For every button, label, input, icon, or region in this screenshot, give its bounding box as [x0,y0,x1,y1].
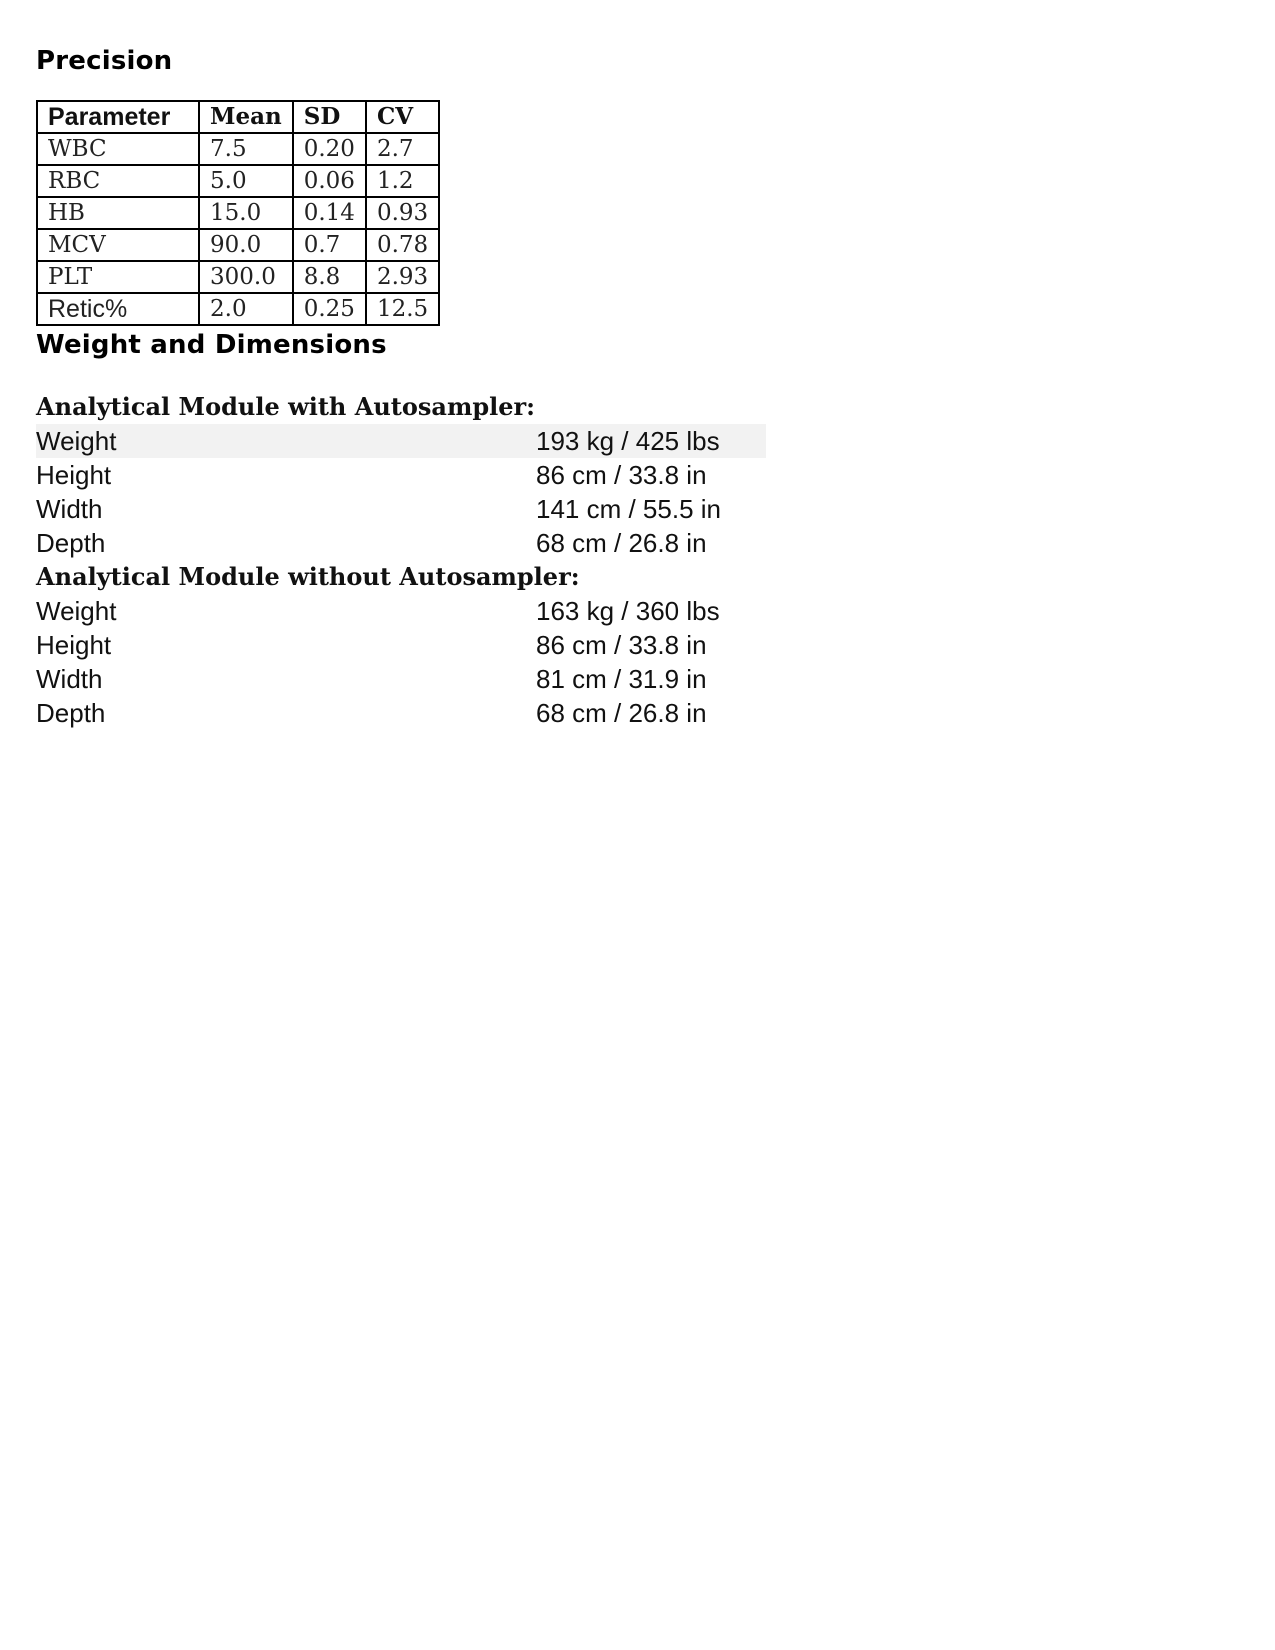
spec-value: 163 kg / 360 lbs [536,596,720,626]
mean-cell: 90.0 [199,229,293,261]
spec-row-width [36,662,766,696]
mean-cell: 300.0 [199,261,293,293]
sd-cell: 0.06 [293,165,366,197]
table-row [37,261,439,293]
table-row [37,229,439,261]
parameter-cell: HB [37,197,199,229]
cv-cell: 0.93 [366,197,439,229]
cv-cell: 2.93 [366,261,439,293]
spec-value: 68 cm / 26.8 in [536,528,707,558]
module-with-autosampler-section [36,390,1236,560]
spec-row-height [36,458,766,492]
column-header-cv: CV [366,101,439,133]
table-row [37,197,439,229]
parameter-cell: PLT [37,261,199,293]
parameter-cell: Retic% [37,293,199,325]
spec-row-height [36,628,766,662]
module-title: Analytical Module without Autosampler: [36,562,580,591]
module-without-autosampler-section [36,560,1236,730]
module-title: Analytical Module with Autosampler: [36,392,536,421]
spec-row-weight [36,424,766,458]
cv-cell: 1.2 [366,165,439,197]
weight-dimensions-heading: Weight and Dimensions [36,330,387,360]
spec-label: Depth [36,698,106,728]
spec-value: 86 cm / 33.8 in [536,460,707,490]
sd-cell: 8.8 [293,261,366,293]
table-row [37,133,439,165]
spec-label: Weight [36,426,117,456]
precision-table [36,100,440,326]
sd-cell: 0.25 [293,293,366,325]
spec-label: Height [36,630,112,660]
parameter-cell: WBC [37,133,199,165]
spec-value: 81 cm / 31.9 in [536,664,707,694]
sd-cell: 0.7 [293,229,366,261]
spec-value: 141 cm / 55.5 in [536,494,721,524]
cv-cell: 12.5 [366,293,439,325]
column-header-sd: SD [293,101,366,133]
sd-cell: 0.14 [293,197,366,229]
mean-cell: 7.5 [199,133,293,165]
parameter-cell: MCV [37,229,199,261]
spec-value: 86 cm / 33.8 in [536,630,707,660]
spec-value: 68 cm / 26.8 in [536,698,707,728]
table-row [37,293,439,325]
column-header-parameter: Parameter [37,101,199,133]
spec-row-depth [36,696,766,730]
parameter-cell: RBC [37,165,199,197]
table-header-row [37,101,439,133]
cv-cell: 2.7 [366,133,439,165]
cv-cell: 0.78 [366,229,439,261]
precision-heading: Precision [36,46,173,76]
spec-value: 193 kg / 425 lbs [536,426,720,456]
spec-label: Depth [36,528,106,558]
spec-label: Weight [36,596,117,626]
spec-label: Width [36,664,103,694]
sd-cell: 0.20 [293,133,366,165]
table-row [37,165,439,197]
spec-row-depth [36,526,766,560]
mean-cell: 5.0 [199,165,293,197]
document-page [36,46,1236,730]
spec-label: Width [36,494,103,524]
mean-cell: 15.0 [199,197,293,229]
spec-label: Height [36,460,112,490]
spec-row-width [36,492,766,526]
spec-row-weight [36,594,766,628]
column-header-mean: Mean [199,101,293,133]
mean-cell: 2.0 [199,293,293,325]
